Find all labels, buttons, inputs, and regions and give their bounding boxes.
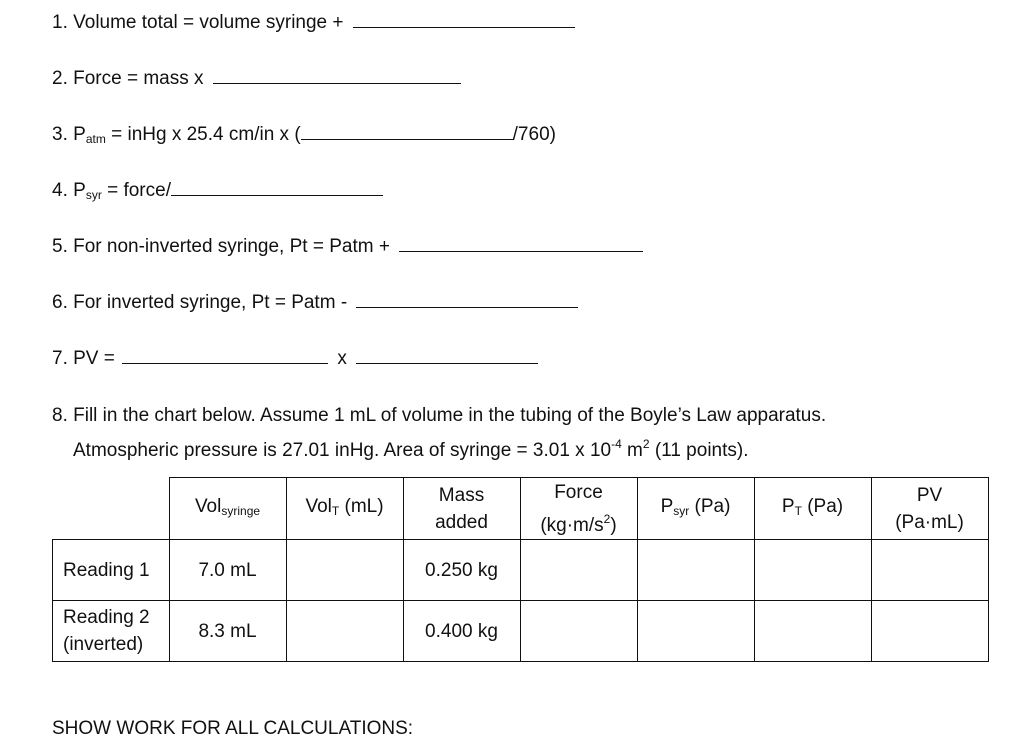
question-8-exponent-2: 2 — [642, 437, 650, 451]
header-vol-syringe-sub: syringe — [221, 503, 261, 518]
question-8-line-1: 8. Fill in the chart below. Assume 1 mL of volume in the tubing of the Boyle’s Law apparatus. — [52, 405, 827, 426]
question-8-line-2-a: Atmospheric pressure is 27.01 inHg. Area of syringe = 3.01 x 10 — [73, 440, 612, 461]
question-7-prefix: 7. PV = — [52, 348, 115, 369]
table-row — [53, 601, 989, 662]
table-header-row — [53, 478, 989, 540]
cell-vol-syringe: 7.0 mL — [169, 540, 286, 601]
question-3-prefix: 3. P — [52, 124, 86, 145]
question-4 — [52, 177, 383, 207]
question-6-text: 6. For inverted syringe, Pt = Patm - — [52, 292, 348, 313]
header-mass-line-2: added — [435, 511, 488, 533]
question-6 — [52, 289, 578, 315]
header-force-line-1: Force — [554, 481, 603, 503]
cell-force[interactable] — [520, 540, 637, 601]
row-label-reading-2 — [53, 601, 170, 662]
cell-force[interactable] — [520, 601, 637, 662]
cell-pv[interactable] — [871, 601, 988, 662]
question-8-line-2 — [52, 430, 826, 465]
boyles-law-data-table — [52, 477, 989, 662]
question-1-answer-blank[interactable] — [353, 9, 575, 28]
question-8-line-2-b: m — [621, 440, 643, 461]
header-p-syr-unit: (Pa) — [689, 495, 731, 517]
question-6-answer-blank[interactable] — [356, 289, 578, 308]
question-7-times: x — [337, 348, 347, 369]
header-mass-line-1: Mass — [438, 484, 485, 506]
question-4-prefix: 4. P — [52, 180, 86, 201]
header-vol-t-sub: T — [331, 503, 340, 518]
cell-p-t[interactable] — [754, 540, 871, 601]
question-2-answer-blank[interactable] — [213, 65, 461, 84]
header-vol-t-main: Vol — [305, 495, 332, 517]
header-force-unit-a: (kg·m/s — [540, 514, 604, 536]
question-4-mid: = force/ — [101, 180, 171, 201]
header-pv-line-2: (Pa·mL) — [895, 511, 964, 533]
header-vol-syringe-main: Vol — [194, 495, 222, 517]
row-1-label-text: Reading 1 — [63, 559, 150, 581]
header-pv-line-1: PV — [916, 484, 943, 506]
question-3-subscript: atm — [85, 132, 106, 146]
show-work-instruction: SHOW WORK FOR ALL CALCULATIONS: — [52, 718, 414, 739]
question-4-subscript: syr — [85, 188, 102, 202]
question-8-line-2-c: (11 points). — [649, 440, 749, 461]
question-3-mid: = inHg x 25.4 cm/in x ( — [105, 124, 301, 145]
question-1 — [52, 9, 575, 35]
question-7-blank-1[interactable] — [122, 345, 328, 364]
header-p-t-main: P — [781, 495, 795, 517]
header-vol-syringe — [169, 478, 286, 540]
header-force-unit-exp: 2 — [603, 511, 611, 526]
row-2-label-line-2: (inverted) — [63, 634, 144, 655]
question-3-answer-blank[interactable] — [301, 121, 513, 140]
question-5-text: 5. For non-inverted syringe, Pt = Patm + — [52, 236, 390, 257]
question-2-text: 2. Force = mass x — [52, 68, 204, 89]
cell-p-syr[interactable] — [637, 601, 754, 662]
row-2-label-line-1: Reading 2 — [63, 607, 150, 628]
header-p-t — [754, 478, 871, 540]
question-5-answer-blank[interactable] — [399, 233, 643, 252]
question-2 — [52, 65, 461, 91]
cell-mass: 0.400 kg — [403, 601, 520, 662]
question-3-suffix: /760) — [512, 124, 556, 145]
question-4-answer-blank[interactable] — [171, 177, 383, 196]
header-p-t-sub: T — [794, 503, 802, 518]
cell-vol-t[interactable] — [286, 540, 403, 601]
header-vol-t — [286, 478, 403, 540]
question-3 — [52, 121, 556, 151]
header-p-syr — [637, 478, 754, 540]
header-p-syr-sub: syr — [673, 503, 690, 518]
question-1-text: 1. Volume total = volume syringe + — [52, 12, 344, 33]
question-5 — [52, 233, 643, 259]
cell-vol-t[interactable] — [286, 601, 403, 662]
header-force-unit-b: ) — [610, 514, 617, 536]
header-p-t-unit: (Pa) — [801, 495, 844, 517]
header-p-syr-main: P — [660, 495, 674, 517]
question-7-blank-2[interactable] — [356, 345, 538, 364]
table-row — [53, 540, 989, 601]
cell-p-t[interactable] — [754, 601, 871, 662]
cell-mass: 0.250 kg — [403, 540, 520, 601]
question-8 — [52, 401, 826, 465]
row-label-reading-1 — [53, 540, 170, 601]
cell-pv[interactable] — [871, 540, 988, 601]
header-force — [520, 478, 637, 540]
header-pv — [871, 478, 988, 540]
cell-vol-syringe: 8.3 mL — [169, 601, 286, 662]
header-vol-t-unit: (mL) — [339, 495, 384, 517]
table-corner-cell — [53, 478, 170, 540]
question-8-exponent: -4 — [611, 437, 622, 451]
header-mass-added — [403, 478, 520, 540]
cell-p-syr[interactable] — [637, 540, 754, 601]
question-7 — [52, 345, 538, 371]
